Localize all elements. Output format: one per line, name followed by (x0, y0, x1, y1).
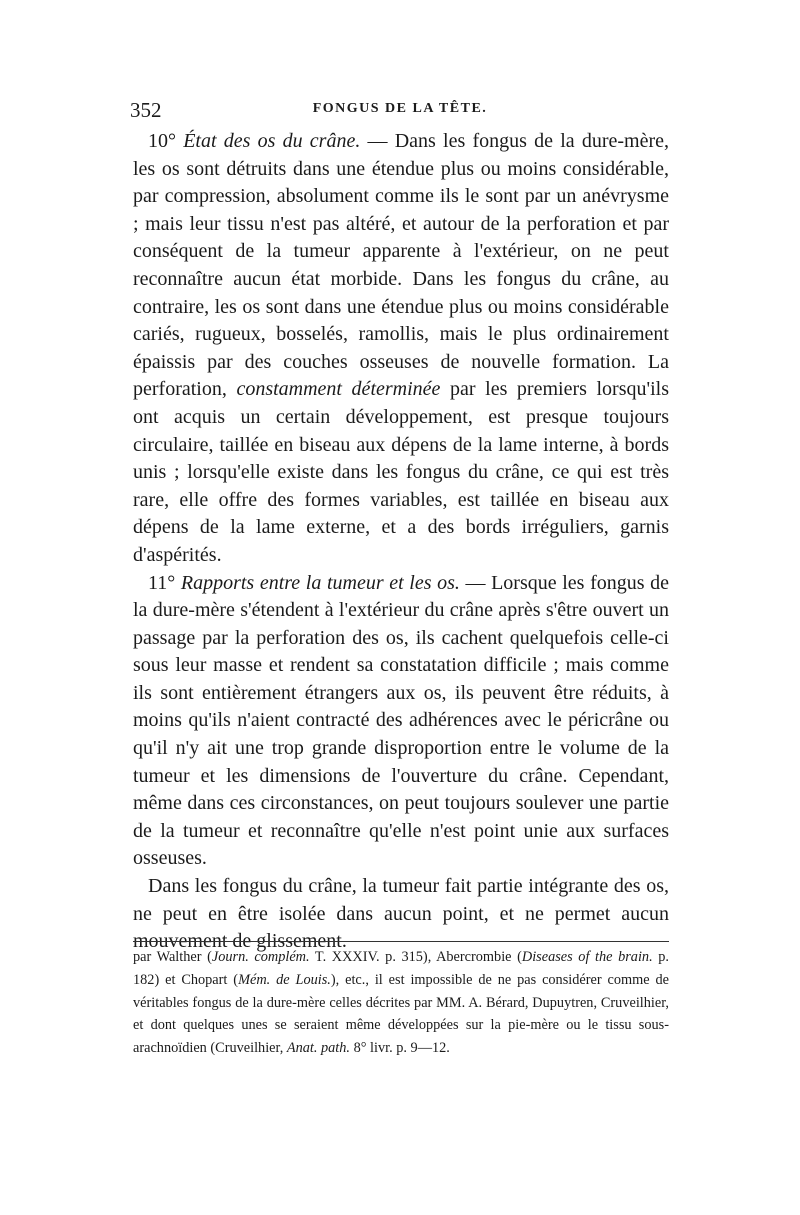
footnote-text: p. 182) et Chopart ( (133, 949, 669, 988)
emphasis-text: constamment déterminée (236, 378, 441, 401)
paragraph-skull-fungus (133, 873, 669, 956)
footnote-text: T. XXXIV. p. 315), Abercrombie ( (309, 949, 522, 965)
paragraph-text: — Dans les fongus de la dure-mère, les os sont détruits dans une étendue plus ou moins considérable, par compression, absolument comme ils le sont par un anévrysme ; mais leur tissu n'est pas altéré, et autour de la perforation et par conséquent de la tumeur apparente à l'extérieur, on ne peut reconnaître aucun état morbide. Dans les fongus du crâne, au contraire, les os sont dans une étendue plus ou moins considérable cariés, rugueux, bosselés, ramollis, mais le plus ordinairement épaissis par des couches osseuses de nouvelle formation. La perforation, (133, 130, 669, 401)
footnote (133, 946, 669, 1060)
page-number: 352 (130, 98, 162, 122)
paragraph-text: — Lorsque les fongus de la dure-mère s'étendent à l'extérieur du crâne après s'être ouvert un passage par la perforation des os, ils cachent quelquefois celle-ci sous leur masse et rendent sa constatation difficile ; mais comme ils sont entièrement étrangers aux os, ils peuvent être réduits, à moins qu'ils n'aient contracté des adhérences avec le péricrâne ou qu'il n'y ait une trop grande disproportion entre le volume de la tumeur et les dimensions de l'ouverture du crâne. Cependant, même dans ces circonstances, on peut toujours soulever une partie de la tumeur et reconnaître qu'elle n'est point unie aux surfaces osseuses. (133, 571, 669, 870)
footnote-text: par Walther ( (133, 949, 212, 965)
section-heading: État des os du crâne. (183, 130, 361, 152)
page-header (130, 98, 670, 128)
section-heading: Rapports entre la tumeur et les os. (180, 571, 460, 594)
footnote-separator (133, 941, 669, 942)
footnote-text: ), etc., il est impossible de ne pas considérer comme de véritables fongus de la dure-mère celles décrites par MM. A. Bérard, Dupuytren, Cruveilhier, et dont quelques unes se seraient même développées sur la pie-mère ou le tissu sous-arachnoïdien (Cruveilhier, (133, 971, 669, 1057)
footnote-citation: Mém. de Louis. (238, 971, 331, 988)
paragraph-tumor-relations (133, 570, 669, 874)
section-number: 10° (148, 130, 184, 152)
footnote-text: 8° livr. p. 9—12. (350, 1040, 450, 1057)
paragraph-text: Dans les fongus du crâne, la tumeur fait partie intégrante des os, ne peut en être isolée dans aucun point, et ne permet aucun mouvement de glissement. (133, 875, 669, 953)
footnote-citation: Journ. complém. (211, 949, 310, 965)
section-number: 11° (148, 571, 181, 594)
body-text (133, 128, 669, 956)
footnote-citation: Anat. path. (286, 1040, 351, 1057)
footnote-citation: Diseases of the brain. (521, 949, 653, 965)
paragraph-bone-state (133, 128, 669, 570)
running-title: FONGUS DE LA TÊTE. (312, 101, 488, 116)
paragraph-text: par les premiers lorsqu'ils ont acquis un certain développement, est presque toujours circulaire, taillée en biseau aux dépens de la lame interne, à bords unis ; lorsqu'elle existe dans les fongus du crâne, ce qui est très rare, elle offre des formes variables, est taillée en biseau aux dépens de la lame externe, et a des bords irréguliers, garnis d'aspérités. (133, 378, 669, 566)
